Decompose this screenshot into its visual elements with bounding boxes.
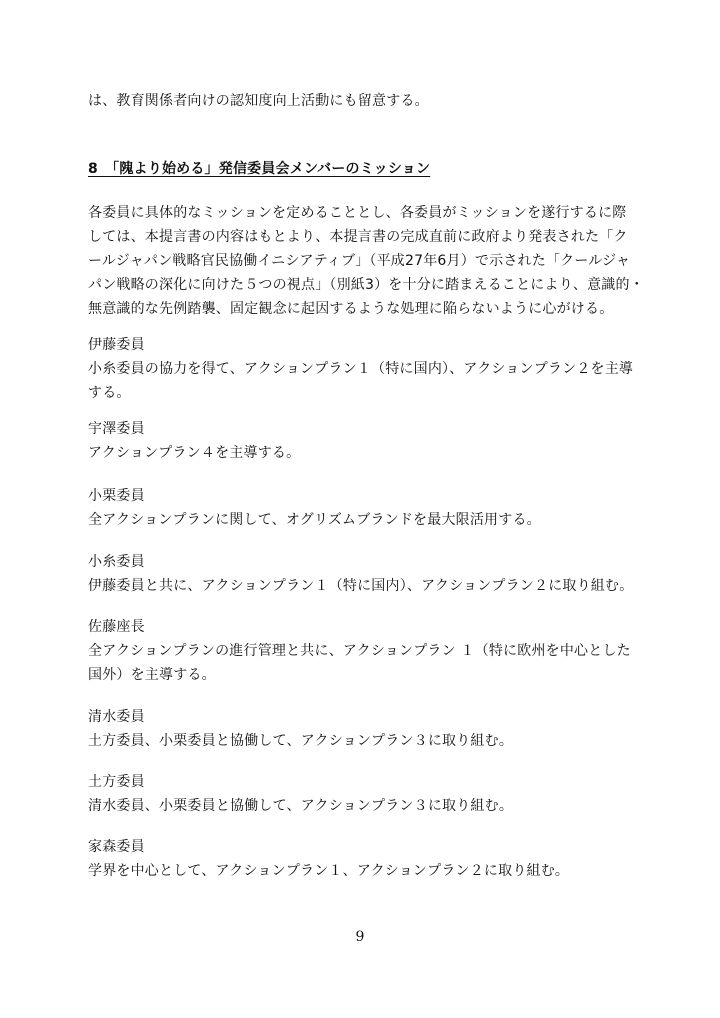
section-heading: 8 「隗より始める」発信委員会メンバーのミッション	[88, 161, 431, 177]
member-mission: 土方委員、小栗委員と協働して、アクションプラン３に取り組む。	[88, 733, 514, 749]
member-name: 佐藤座長	[88, 619, 145, 635]
member-mission: 学界を中心として、アクションプラン１、アクションプラン２に取り組む。	[88, 863, 570, 879]
member-mission: 国外）を主導する。	[88, 667, 216, 683]
member-mission: 清水委員、小栗委員と協働して、アクションプラン３に取り組む。	[88, 798, 514, 814]
member-mission: する。	[88, 385, 131, 401]
paragraph-line: しては、本提言書の内容はもとより、本提言書の完成直前に政府より発表された「ク	[88, 229, 628, 245]
member-name: 小栗委員	[88, 488, 145, 504]
paragraph-line: パン戦略の深化に向けた５つの視点」（別紙3）を十分に踏まえることにより、意識的・	[88, 277, 644, 293]
member-name: 土方委員	[88, 774, 145, 790]
member-mission: 全アクションプランの進行管理と共に、アクションプラン １（特に欧州を中心とした	[88, 643, 631, 659]
member-name: 清水委員	[88, 709, 145, 725]
paragraph-line: 無意識的な先例踏襲、固定観念に起因するような処理に陥らないように心がける。	[88, 301, 614, 317]
member-mission: 伊藤委員と共に、アクションプラン１（特に国内）、アクションプラン２に取り組む。	[88, 578, 634, 594]
paragraph-line: 各委員に具体的なミッションを定めることとし、各委員がミッションを遂行するに際	[88, 205, 627, 221]
member-mission: 小糸委員の協力を得て、アクションプラン１（特に国内）、アクションプラン２を主導	[88, 361, 634, 377]
member-name: 伊藤委員	[88, 337, 145, 353]
member-name: 小糸委員	[88, 554, 145, 570]
member-mission: 全アクションプランに関して、オグリズムブランドを最大限活用する。	[88, 512, 541, 528]
page-number: 9	[355, 929, 365, 945]
intro-tail-text: は、教育関係者向けの認知度向上活動にも留意する。	[88, 93, 429, 109]
member-mission: アクションプラン４を主導する。	[88, 445, 301, 461]
member-name: 家森委員	[88, 839, 145, 855]
member-name: 宇澤委員	[88, 421, 145, 437]
paragraph-line: ールジャパン戦略官民協働イニシアティブ」（平成27年6月）で示された「クールジャ	[88, 253, 631, 269]
